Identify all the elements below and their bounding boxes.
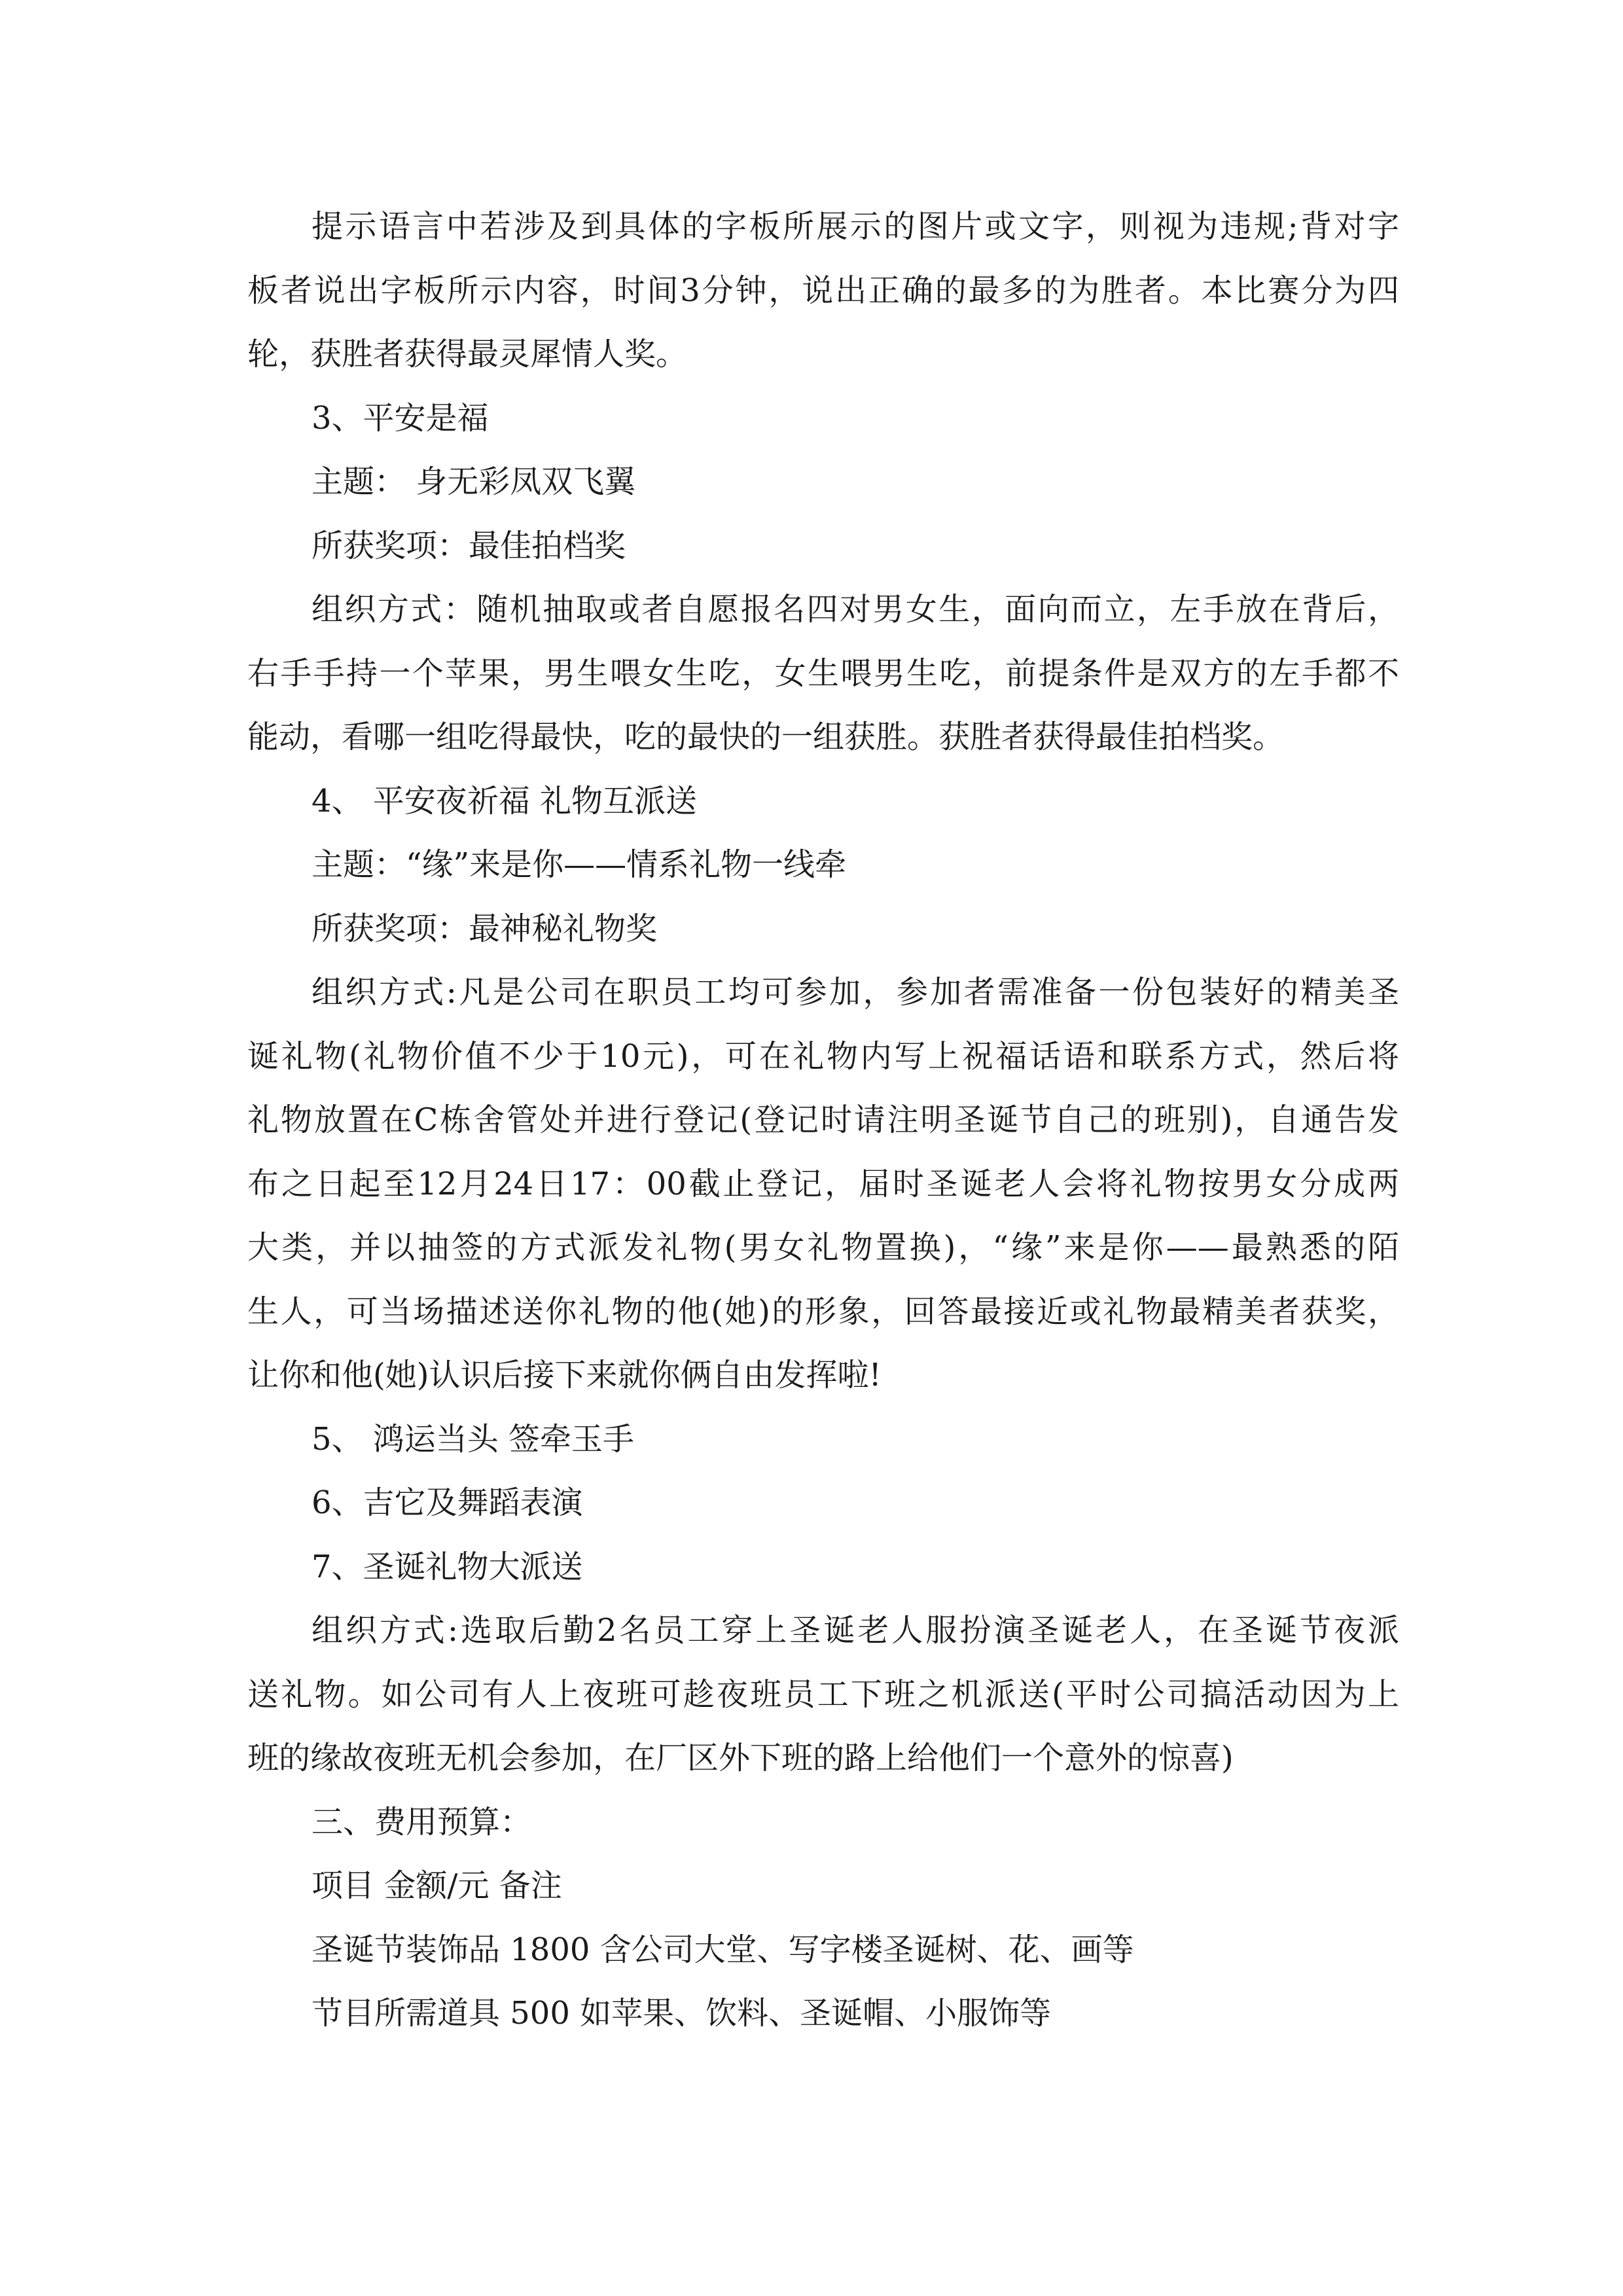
paragraph-line: 班的缘故夜班无机会参加，在厂区外下班的路上给他们一个意外的惊喜) xyxy=(247,1740,1234,1776)
paragraph-line: 送礼物。如公司有人上夜班可趁夜班员工下班之机派送(平时公司搞活动因为上 xyxy=(247,1676,1399,1713)
section-heading: 3、平安是福 xyxy=(312,399,489,437)
section-heading: 5、 鸿运当头 签牵玉手 xyxy=(312,1420,635,1458)
document-body xyxy=(247,195,1399,2046)
section-heading: 三、费用预算： xyxy=(312,1803,532,1840)
theme-line: 主题：“缘”来是你——情系礼物一线牵 xyxy=(312,846,847,883)
budget-header-row: 项目 金额/元 备注 xyxy=(312,1867,562,1904)
budget-row: 节目所需道具 500 如苹果、饮料、圣诞帽、小服饰等 xyxy=(312,1995,1052,2032)
paragraph-line: 板者说出字板所示内容，时间3分钟，说出正确的最多的为胜者。本比赛分为四 xyxy=(247,272,1399,309)
paragraph-line: 右手手持一个苹果，男生喂女生吃，女生喂男生吃，前提条件是双方的左手都不 xyxy=(247,655,1399,692)
paragraph-line: 能动，看哪一组吃得最快，吃的最快的一组获胜。获胜者获得最佳拍档奖。 xyxy=(247,719,1285,755)
section-heading: 6、吉它及舞蹈表演 xyxy=(312,1484,583,1521)
paragraph-line: 组织方式:凡是公司在职员工均可参加，参加者需准备一份包装好的精美圣 xyxy=(312,974,1399,1011)
paragraph-line: 礼物放置在C栋舍管处并进行登记(登记时请注明圣诞节自己的班别)，自通告发 xyxy=(247,1102,1399,1138)
paragraph-line: 生人，可当场描述送你礼物的他(她)的形象，回答最接近或礼物最精美者获奖， xyxy=(247,1293,1399,1330)
paragraph-line: 提示语言中若涉及到具体的字板所展示的图片或文字，则视为违规;背对字 xyxy=(312,208,1399,245)
budget-row: 圣诞节装饰品 1800 含公司大堂、写字楼圣诞树、花、画等 xyxy=(312,1931,1134,1968)
paragraph-line: 大类，并以抽签的方式派发礼物(男女礼物置换)，“缘”来是你——最熟悉的陌 xyxy=(247,1229,1399,1266)
paragraph-line: 诞礼物(礼物价值不少于10元)，可在礼物内写上祝福话语和联系方式，然后将 xyxy=(247,1037,1399,1075)
paragraph-line: 轮，获胜者获得最灵犀情人奖。 xyxy=(247,336,688,372)
paragraph-line: 布之日起至12月24日17：00截止登记，届时圣诞老人会将礼物按男女分成两 xyxy=(247,1165,1399,1202)
section-heading: 4、 平安夜祈福 礼物互派送 xyxy=(312,782,698,819)
award-line: 所获奖项：最佳拍档奖 xyxy=(312,527,626,564)
paragraph-line: 让你和他(她)认识后接下来就你俩自由发挥啦! xyxy=(247,1357,882,1393)
award-line: 所获奖项：最神秘礼物奖 xyxy=(312,910,658,947)
section-heading: 7、圣诞礼物大派送 xyxy=(312,1548,583,1585)
theme-line: 主题： 身无彩凤双飞翼 xyxy=(312,463,636,500)
paragraph-line: 组织方式:选取后勤2名员工穿上圣诞老人服扮演圣诞老人，在圣诞节夜派 xyxy=(312,1612,1399,1649)
paragraph-line: 组织方式：随机抽取或者自愿报名四对男女生，面向而立，左手放在背后， xyxy=(312,591,1399,628)
